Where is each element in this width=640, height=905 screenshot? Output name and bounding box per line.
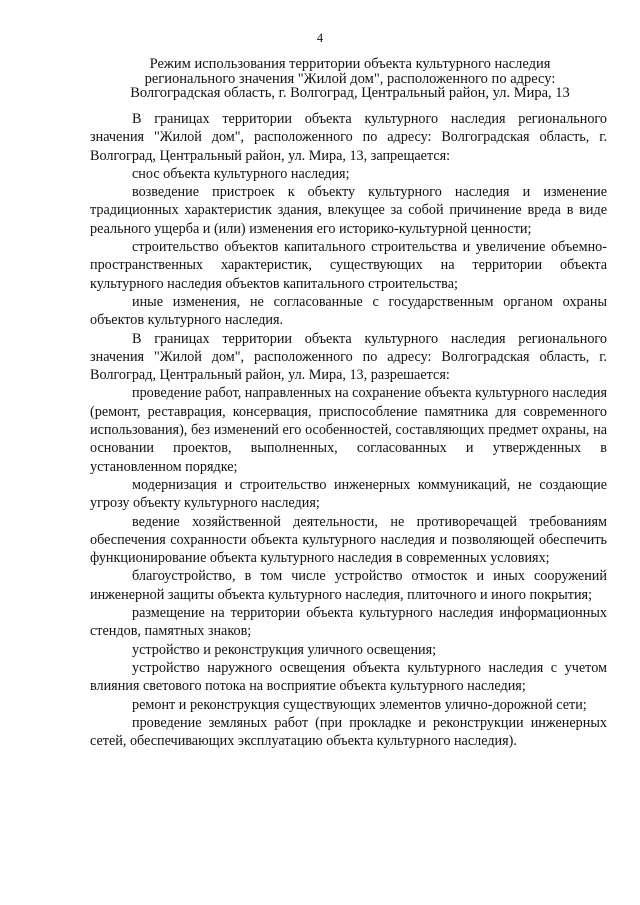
paragraph-item: иные изменения, не согласованные с государственным органом охраны объектов культурного наследия. xyxy=(90,293,607,329)
paragraph-item: размещение на территории объекта культурного наследия информационных стендов, памятных знаков; xyxy=(90,605,607,640)
document-body xyxy=(90,110,607,750)
paragraph-item: ведение хозяйственной деятельности, не противоречащей требованиям обеспечения сохранности объекта культурного наследия и позволяющей обеспечить функционирование объекта культурного наследия в современных условиях; xyxy=(90,513,607,567)
paragraph-item: благоустройство, в том числе устройство отмосток и иных сооружений инженерной защиты объекта культурного наследия, плиточного и иного покрытия; xyxy=(90,568,607,603)
paragraph-prohibited-intro: В границах территории объекта культурного наследия регионального значения "Жилой дом", расположенного по адресу: Волгоградская область, г. Волгоград, Центральный район, ул. Мира, 13, запрещается: xyxy=(90,111,607,164)
title-line-1: Режим использования территории объекта культурного наследия xyxy=(149,56,551,72)
page-number: 4 xyxy=(316,31,324,45)
paragraph-item: возведение пристроек к объекту культурного наследия и изменение традиционных характеристик здания, влекущее за собой причинение вреда в виде реального ущерба и (или) изменения его историко-культурной ценности; xyxy=(90,184,607,237)
paragraph-item: устройство наружного освещения объекта культурного наследия с учетом влияния светового потока на восприятие объекта культурного наследия; xyxy=(90,659,607,695)
paragraph-permitted-intro: В границах территории объекта культурного наследия регионального значения "Жилой дом", расположенного по адресу: Волгоградская область, г. Волгоград, Центральный район, ул. Мира, 13, разрешается: xyxy=(90,330,607,384)
paragraph-item: снос объекта культурного наследия; xyxy=(132,165,350,182)
title-line-3: Волгоградская область, г. Волгоград, Центральный район, ул. Мира, 13 xyxy=(130,85,570,101)
document-title xyxy=(110,57,590,101)
paragraph-item: модернизация и строительство инженерных коммуникаций, не создающие угрозу объекту культурного наследия; xyxy=(90,476,607,512)
title-line-2: регионального значения "Жилой дом", расположенного по адресу: xyxy=(144,70,556,87)
paragraph-item: устройство и реконструкция уличного освещения; xyxy=(132,641,437,658)
paragraph-item: строительство объектов капитального строительства и увеличение объемно-пространственных характеристик, существующих на территории объекта культурного наследия объектов капитального строительства; xyxy=(90,239,607,292)
paragraph-item: ремонт и реконструкция существующих элементов улично-дорожной сети; xyxy=(132,696,587,713)
paragraph-item: проведение работ, направленных на сохранение объекта культурного наследия (ремонт, реставрация, консервация, приспособление памятника для современного использования), без изменений его особенностей, составляющих предмет охраны, на основании проектов, выполненных, согласованных и утвержденных в установленном порядке; xyxy=(90,385,607,475)
paragraph-item: проведение земляных работ (при прокладке и реконструкции инженерных сетей, обеспечивающих эксплуатацию объекта культурного наследия). xyxy=(90,714,607,750)
